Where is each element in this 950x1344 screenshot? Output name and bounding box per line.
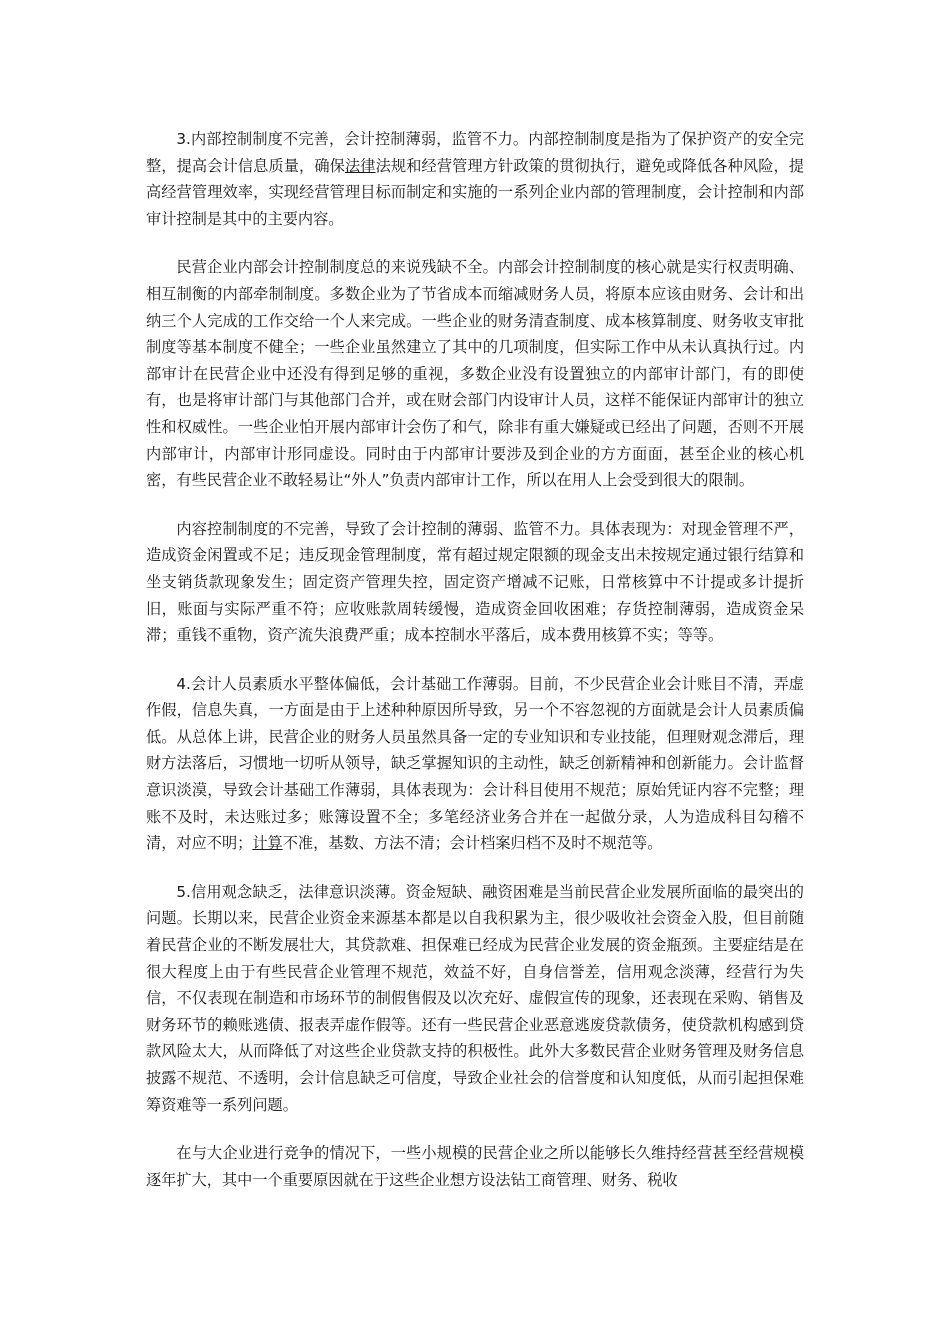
paragraph-credit-awareness [146, 879, 804, 1118]
paragraph-competition [146, 1140, 804, 1193]
text-run: 在与大企业进行竞争的情况下，一些小规模的民营企业之所以能够长久维持经营甚至经营规模逐年扩大，其中一个重要原因就在于这些企业想方设法钻工商管理、财务、税收 [146, 1144, 804, 1189]
paragraph-accounting-control-system [146, 254, 804, 493]
calculation-link[interactable]: 计算 [252, 834, 283, 853]
law-link[interactable]: 法律 [344, 156, 376, 175]
text-run: 5.信用观念缺乏，法律意识淡薄。资金短缺、融资困难是当前民营企业发展所面临的最突出的问题。长期以来，民营企业资金来源基本都是以自我积累为主，很少吸收社会资金入股，但目前随着民营企业的不断发展壮大，其贷款难、担保难已经成为民营企业发展的资金瓶颈。主要症结是在很大程度上由于有些民营企业管理不规范，效益不好，自身信誉差，信用观念淡薄，经营行为失信，不仅表现在制造和市场环节的制假售假及以次充好、虚假宣传的现象，还表现在采购、销售及财务环节的赖账逃债、报表弄虚作假等。还有一些民营企业恶意逃废贷款债务，使贷款机构感到贷款风险太大，从而降低了对这些企业贷款支持的积极性。此外大多数民营企业财务管理及财务信息披露不规范、不透明，会计信息缺乏可信度，导致企业社会的信誉度和认知度低，从而引起担保难筹资难等一系列问题。 [146, 882, 804, 1114]
text-run: 内容控制制度的不完善，导致了会计控制的薄弱、监管不力。具体表现为：对现金管理不严，造成资金闲置或不足；违反现金管理制度，常有超过规定限额的现金支出未按规定通过银行结算和坐支销货款现象发生；固定资产管理失控，固定资产增减不记账，日常核算中不计提或多计提折旧，账面与实际严重不符；应收账款周转缓慢，造成资金回收困难；存货控制薄弱，造成资金呆滞；重钱不重物，资产流失浪费严重；成本控制水平落后，成本费用核算不实；等等。 [146, 519, 804, 645]
paragraph-accountant-quality [146, 671, 804, 857]
text-run: 民营企业内部会计控制制度总的来说残缺不全。内部会计控制制度的核心就是实行权责明确、相互制衡的内部牵制制度。多数企业为了节省成本而缩减财务人员，将原本应该由财务、会计和出纳三个人完成的工作交给一个人来完成。一些企业的财务清查制度、成本核算制度、财务收支审批制度等基本制度不健全；一些企业虽然建立了其中的几项制度，但实际工作中从未认真执行过。内部审计在民营企业中还没有得到足够的重视，多数企业没有设置独立的内部审计部门，有的即使有，也是将审计部门与其他部门合并，或在财会部门内设审计人员，这样不能保证内部审计的独立性和权威性。一些企业怕开展内部审计会伤了和气，除非有重大嫌疑或已经出了问题，否则不开展内部审计，内部审计形同虚设。同时由于内部审计要涉及到企业的方方面面，甚至企业的核心机密，有些民营企业不敢轻易让“外人”负责内部审计工作，所以在用人上会受到很大的限制。 [146, 258, 804, 490]
text-run: 不准，基数、方法不清；会计档案归档不及时不规范等。 [282, 834, 663, 853]
text-run: 法规和经营管理方针政策的贯彻执行，避免或降低各种风险，提高经营管理效率，实现经营管理目标而制定和实施的一系列企业内部的管理制度，会计控制和内部审计控制是其中的主要内容。 [146, 156, 805, 228]
text-run: 3.内部控制制度不完善，会计控制薄弱，监管不力。内部控制制度是指为了保护资产的安全完整，提高会计信息质量，确保 [146, 130, 804, 175]
text-run: 4.会计人员素质水平整体偏低，会计基础工作薄弱。目前，不少民营企业会计账目不清，弄虚作假，信息失真，一方面是由于上述种种原因所导致，另一个不容忽视的方面就是会计人员素质偏低。从总体上讲，民营企业的财务人员虽然具备一定的专业知识和专业技能，但理财观念滞后，理财方法落后，习惯地一切听从领导，缺乏掌握知识的主动性，缺乏创新精神和创新能力。会计监督意识淡漠，导致会计基础工作薄弱，具体表现为：会计科目使用不规范；原始凭证内容不完整；理账不及时，未达账过多；账簿设置不全；多笔经济业务合并在一起做分录，人为造成科目勾稽不清，对应不明； [146, 674, 804, 853]
paragraph-control-weakness [146, 516, 804, 649]
document-page [146, 126, 804, 1193]
paragraph-internal-control [146, 126, 804, 232]
